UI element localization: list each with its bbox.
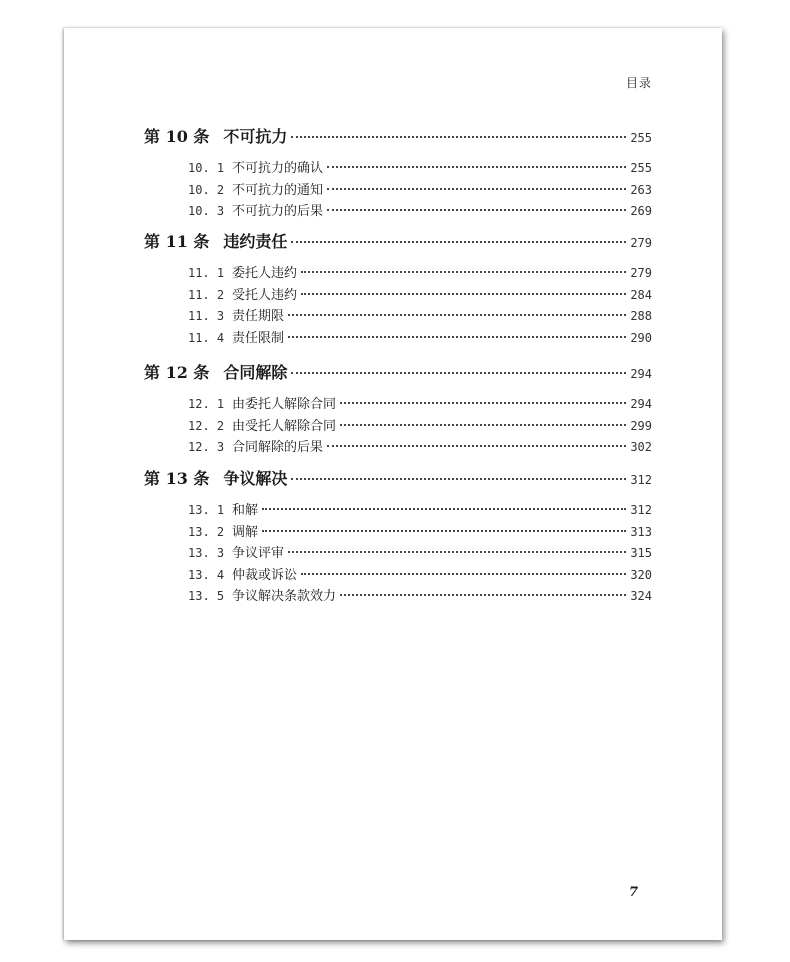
toc-section-row[interactable]: [188, 564, 652, 583]
toc-chapter-row[interactable]: [144, 229, 652, 252]
section-number: 11. 4: [188, 330, 225, 345]
toc-section-row[interactable]: [188, 200, 652, 219]
dot-leader: [327, 165, 626, 168]
chapter-number: 第 13 条: [144, 469, 210, 488]
dot-leader: [291, 477, 626, 480]
section-number: 11. 2: [188, 287, 225, 302]
section-page: 288: [630, 309, 652, 323]
section-title: 合同解除的后果: [232, 440, 324, 455]
toc-chapter-row[interactable]: [144, 360, 652, 383]
section-title: 不可抗力的确认: [232, 161, 324, 176]
toc-section-row[interactable]: [188, 436, 652, 455]
toc-section-row[interactable]: [188, 585, 652, 604]
section-page: 312: [630, 503, 652, 517]
section-title: 由受托人解除合同: [232, 418, 337, 434]
section-number: 13. 5: [188, 589, 225, 603]
chapter-number: 第 11 条: [144, 232, 210, 251]
section-page: 255: [630, 161, 652, 175]
dot-leader: [291, 135, 626, 138]
toc-section-row[interactable]: [188, 305, 652, 324]
section-number: 12. 2: [188, 418, 225, 433]
chapter-page: 312: [630, 473, 652, 487]
toc-section-row[interactable]: [188, 393, 652, 412]
toc-section-row[interactable]: [188, 179, 652, 198]
section-title: 不可抗力的后果: [232, 204, 324, 219]
dot-leader: [288, 335, 626, 338]
toc-section-row[interactable]: [188, 327, 652, 346]
toc-section-row[interactable]: [188, 284, 652, 303]
section-page: 294: [630, 397, 652, 411]
section-page: 299: [630, 418, 652, 433]
chapter-title: 不可抗力: [223, 127, 288, 146]
toc-section-row[interactable]: [188, 415, 652, 434]
dot-leader: [340, 423, 626, 426]
section-page: 263: [630, 182, 652, 197]
section-page: 315: [630, 546, 652, 560]
dot-leader: [291, 371, 626, 374]
section-title: 委托人违约: [232, 266, 298, 281]
toc-section-row[interactable]: [188, 542, 652, 561]
section-page: 313: [630, 524, 652, 539]
section-page: 284: [630, 287, 652, 302]
toc-section-row[interactable]: [188, 262, 652, 281]
toc-section-row[interactable]: [188, 499, 652, 518]
dot-leader: [327, 444, 626, 447]
section-number: 11. 3: [188, 309, 225, 323]
section-page: 290: [630, 330, 652, 345]
section-number: 12. 1: [188, 397, 225, 411]
toc-chapter-row[interactable]: [144, 124, 652, 147]
section-title: 受托人违约: [232, 287, 298, 303]
document-page: [64, 28, 722, 940]
section-title: 争议评审: [232, 546, 285, 561]
section-page: 279: [630, 266, 652, 280]
section-number: 13. 2: [188, 524, 225, 539]
section-page: 269: [630, 204, 652, 218]
running-header: 目录: [625, 76, 652, 90]
chapter-title: 违约责任: [223, 232, 288, 251]
chapter-page: 294: [630, 367, 652, 381]
section-number: 10. 3: [188, 204, 225, 218]
dot-leader: [262, 507, 626, 510]
chapter-title: 争议解决: [223, 469, 288, 488]
section-title: 调解: [232, 524, 259, 540]
section-title: 由委托人解除合同: [232, 397, 337, 412]
dot-leader: [340, 401, 626, 404]
chapter-page: 255: [630, 131, 652, 145]
dot-leader: [340, 593, 626, 596]
section-title: 不可抗力的通知: [232, 182, 324, 198]
dot-leader: [301, 572, 626, 575]
section-page: 302: [630, 440, 652, 454]
section-page: 320: [630, 567, 652, 582]
toc-chapter-row[interactable]: [144, 466, 652, 489]
page-number: 7: [628, 885, 638, 900]
section-page: 324: [630, 589, 652, 603]
section-title: 和解: [232, 503, 259, 518]
section-number: 13. 1: [188, 503, 225, 517]
dot-leader: [327, 187, 626, 190]
toc-section-row[interactable]: [188, 157, 652, 176]
section-title: 责任期限: [232, 309, 285, 324]
dot-leader: [291, 240, 626, 243]
chapter-page: 279: [630, 236, 652, 250]
dot-leader: [288, 313, 626, 316]
dot-leader: [301, 292, 626, 295]
section-title: 责任限制: [232, 330, 285, 346]
section-title: 争议解决条款效力: [232, 589, 337, 604]
section-number: 11. 1: [188, 266, 225, 280]
section-number: 10. 1: [188, 161, 225, 175]
section-number: 13. 3: [188, 546, 225, 560]
dot-leader: [262, 529, 626, 532]
dot-leader: [288, 550, 626, 553]
dot-leader: [301, 270, 626, 273]
section-number: 12. 3: [188, 440, 225, 454]
chapter-title: 合同解除: [223, 363, 288, 382]
section-number: 10. 2: [188, 182, 225, 197]
section-title: 仲裁或诉讼: [232, 567, 298, 583]
dot-leader: [327, 208, 626, 211]
section-number: 13. 4: [188, 567, 225, 582]
chapter-number: 第 12 条: [144, 363, 210, 382]
toc-section-row[interactable]: [188, 521, 652, 540]
chapter-number: 第 10 条: [144, 127, 210, 146]
